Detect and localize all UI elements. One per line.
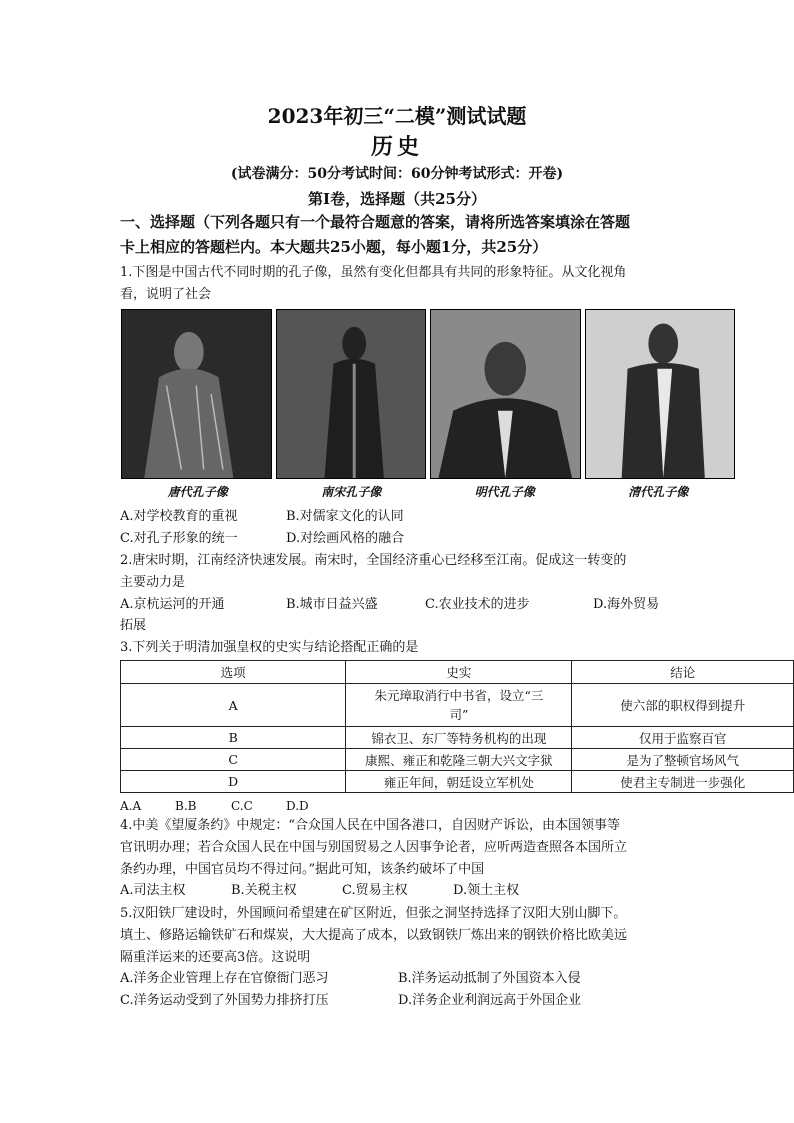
row-d-conclusion: 使君主专制进一步强化 — [572, 771, 794, 793]
row-d-fact: 雍正年间，朝廷设立军机处 — [346, 771, 572, 793]
header-conclusion: 结论 — [572, 661, 794, 684]
row-a-conclusion: 使六部的职权得到提升 — [572, 684, 794, 727]
question-4-stem — [120, 815, 680, 881]
q1-option-b: B.对儒家文化的认同 — [286, 509, 404, 524]
q5-line-1: 5.汉阳铁厂建设时，外国顾问希望建在矿区附近，但张之洞坚持选择了汉阳大别山脚下。 — [120, 906, 627, 921]
q3-answer-b: B.B — [175, 799, 197, 813]
q4-option-a: A.司法主权 — [120, 883, 186, 898]
row-a-option: A — [121, 684, 346, 727]
q2-option-a: A.京杭运河的开通 — [120, 597, 225, 612]
section-instructions — [120, 210, 680, 260]
table-row — [121, 684, 794, 727]
q3-table — [120, 660, 794, 793]
q1-option-c: C.对孔子形象的统一 — [120, 531, 238, 546]
table-row — [121, 771, 794, 793]
q2-line-1: 2.唐宋时期，江南经济快速发展。南宋时，全国经济重心已经移至江南。促成这一转变的 — [120, 553, 627, 568]
exam-title: 2023年初三“二模”测试试题 — [267, 104, 527, 128]
q4-line-1: 4.中美《望厦条约》中规定：“合众国人民在中国各港口，自因财产诉讼，由本国领事等 — [120, 818, 621, 833]
section-line-1: 一、选择题（下列各题只有一个最符合题意的答案，请将所选答案填涂在答题 — [120, 213, 631, 231]
header-option: 选项 — [121, 661, 346, 684]
subject-title: 历史 — [370, 134, 423, 160]
question-3-stem: 3.下列关于明清加强皇权的史实与结论搭配正确的是 — [120, 640, 419, 655]
row-c-fact: 康熙、雍正和乾隆三朝大兴文字狱 — [346, 749, 572, 771]
q1-line-2: 看，说明了社会 — [120, 287, 212, 302]
q3-answer-c: C.C — [231, 799, 253, 813]
q1-line-1: 1.下图是中国古代不同时期的孔子像，虽然有变化但都具有共同的形象特征。从文化视角 — [120, 265, 627, 280]
row-c-conclusion: 是为了整顿官场风气 — [572, 749, 794, 771]
confucius-portraits — [121, 309, 735, 479]
q2-option-d-continued: 拓展 — [120, 618, 147, 633]
question-2-stem — [120, 550, 680, 594]
row-a-fact — [346, 684, 572, 727]
q4-line-3: 条约办理，中国官员均不得过问。”据此可知，该条约破坏了中国 — [120, 862, 485, 877]
q1-option-a: A.对学校教育的重视 — [120, 509, 238, 524]
q3-answer-a: A.A — [120, 799, 142, 813]
portrait-ming-image — [430, 309, 581, 479]
header-fact: 史实 — [346, 661, 572, 684]
row-b-option: B — [121, 727, 346, 749]
q5-option-c: C.洋务运动受到了外国势力排挤打压 — [120, 993, 329, 1008]
portrait-qing-image — [585, 309, 736, 479]
exam-info: (试卷满分：50分考试时间：60分钟考试形式：开卷) — [230, 166, 564, 182]
row-c-option: C — [121, 749, 346, 771]
q4-option-d: D.领土主权 — [453, 883, 520, 898]
caption-tang: 唐代孔子像 — [167, 485, 228, 499]
q4-option-c: C.贸易主权 — [342, 883, 408, 898]
row-a-fact-line-2: 司” — [449, 707, 469, 722]
q5-line-2: 填土、修路运输铁矿石和煤炭，大大提高了成本，以致钢铁厂炼出来的钢铁价格比欧美远 — [120, 928, 628, 943]
part-heading: 第Ⅰ卷，选择题（共25分） — [308, 190, 486, 208]
section-line-2: 卡上相应的答题栏内。本大题共25小题，每小题1分，共25分） — [120, 238, 548, 256]
q2-line-2: 主要动力是 — [120, 575, 186, 590]
q2-option-c: C.农业技术的进步 — [425, 597, 530, 612]
portrait-tang-image — [121, 309, 272, 479]
q5-option-d: D.洋务企业利润远高于外国企业 — [398, 993, 582, 1008]
q1-option-d: D.对绘画风格的融合 — [286, 531, 405, 546]
q4-option-b: B.关税主权 — [231, 883, 297, 898]
q3-answer-d: D.D — [286, 799, 309, 813]
caption-qing: 清代孔子像 — [628, 485, 689, 499]
table-row — [121, 749, 794, 771]
q5-line-3: 隔重洋运来的还要高3倍。这说明 — [120, 950, 311, 965]
q5-option-b: B.洋务运动抵制了外国资本入侵 — [398, 971, 581, 986]
row-b-conclusion: 仅用于监察百官 — [572, 727, 794, 749]
q2-option-d: D.海外贸易 — [593, 597, 660, 612]
question-1-stem — [120, 262, 680, 306]
table-header-row — [121, 661, 794, 684]
portrait-captions — [121, 483, 735, 500]
q2-option-b: B.城市日益兴盛 — [286, 597, 378, 612]
caption-ming: 明代孔子像 — [474, 485, 535, 499]
question-5-stem — [120, 903, 680, 969]
q5-option-a: A.洋务企业管理上存在官僚衙门恶习 — [120, 971, 329, 986]
row-a-fact-line-1: 朱元璋取消行中书省，设立“三 — [374, 688, 544, 703]
portrait-southern-song-image — [276, 309, 427, 479]
row-d-option: D — [121, 771, 346, 793]
q4-line-2: 官讯明办理；若合众国人民在中国与别国贸易之人因事争论者，应听两造查照各本国所立 — [120, 840, 628, 855]
table-row — [121, 727, 794, 749]
caption-southern-song: 南宋孔子像 — [321, 485, 382, 499]
row-b-fact: 锦衣卫、东厂等特务机构的出现 — [346, 727, 572, 749]
